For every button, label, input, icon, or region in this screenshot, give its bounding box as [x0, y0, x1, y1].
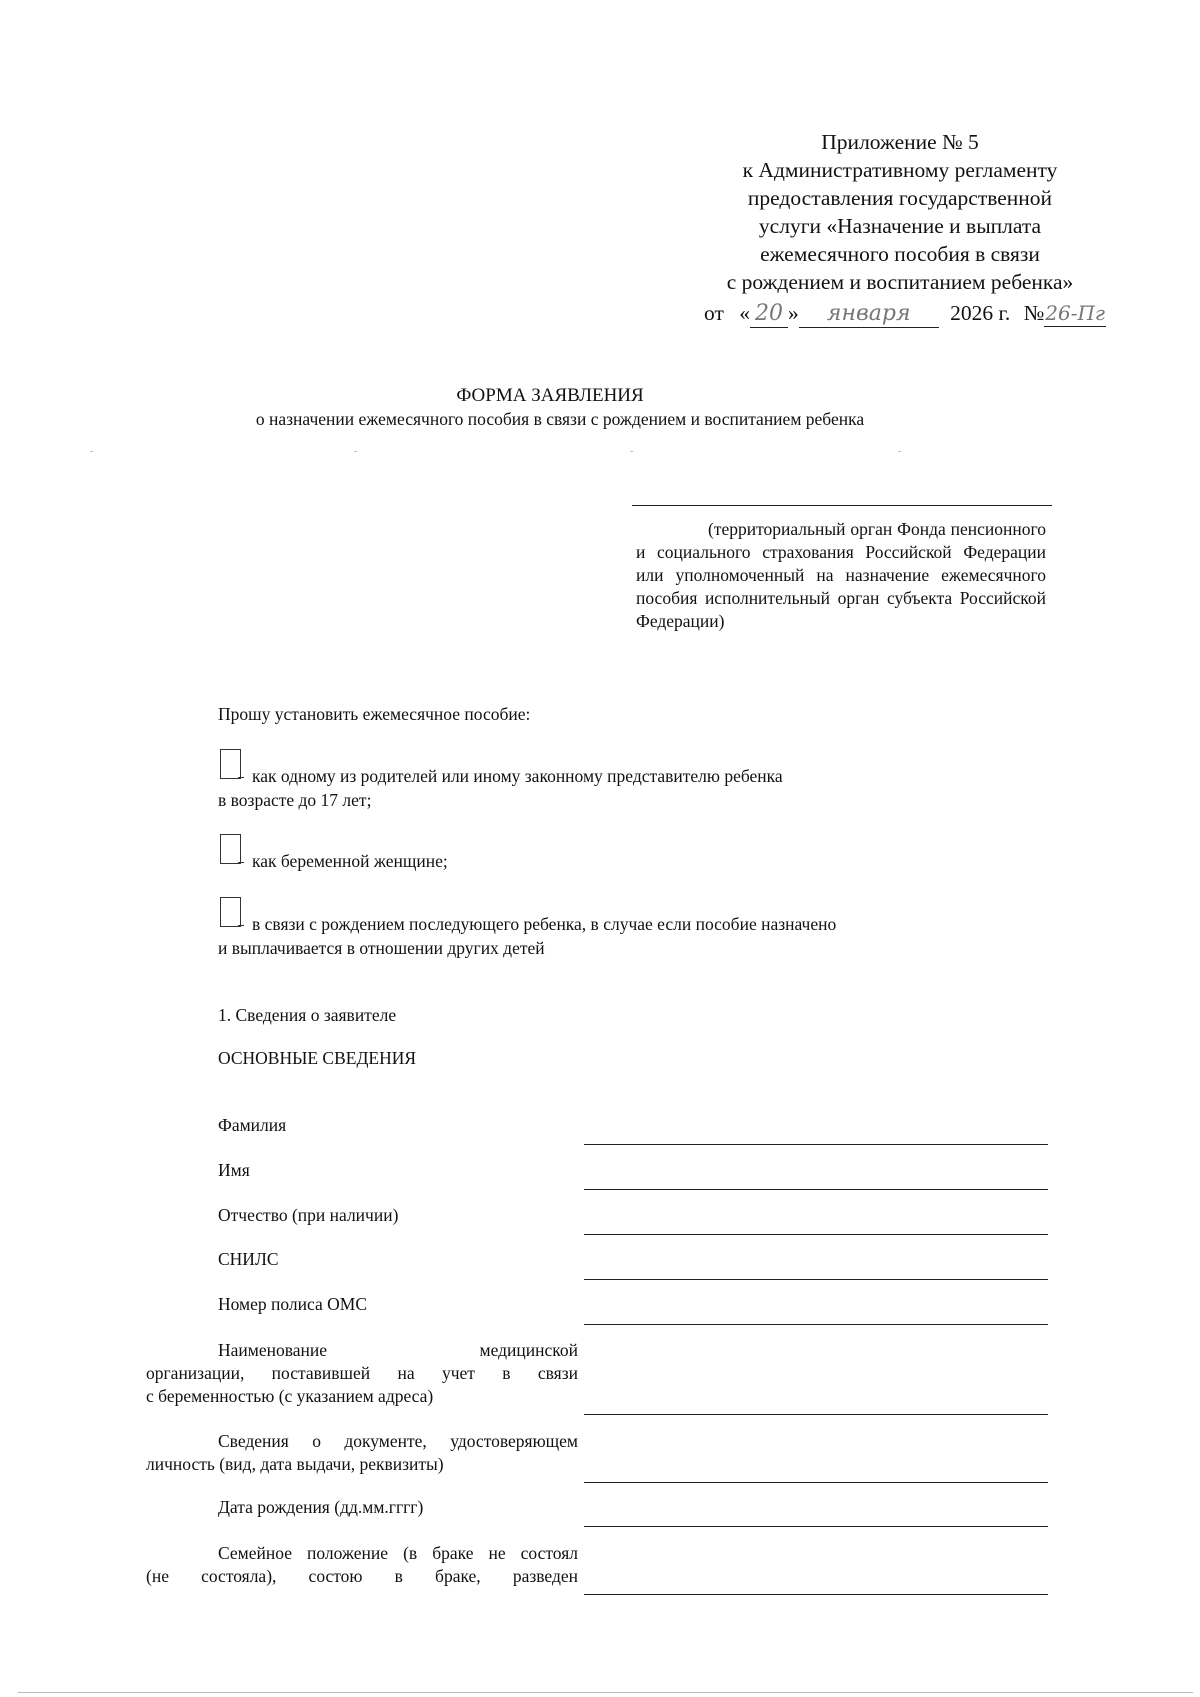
medorg-label-2: организации, поставившей на учет в связи [146, 1363, 578, 1383]
patronymic-label: Отчество (при наличии) [218, 1205, 399, 1225]
handwritten-day: 20 [750, 301, 788, 328]
appendix-line: с рождением и воспитанием ребенка» [726, 270, 1074, 294]
appendix-header [690, 128, 1110, 296]
organ-caption-text: (территориальный орган Фонда пенсионного и социального страхования Российской Федерации или уполномоченный на назначение ежемесячного пособия исполнительный орган субъекта Российской Федерации) [636, 519, 1046, 631]
scan-artifacts: - - - - [90, 446, 902, 457]
option-subsequent-text: в связи с рождением последующего ребенка, в случае если пособие назначено [252, 914, 837, 934]
patronymic-field[interactable] [584, 1234, 1048, 1235]
birthdate-label: Дата рождения (дд.мм.гггг) [218, 1497, 424, 1517]
option-parent-text-2: в возрасте до 17 лет; [218, 790, 372, 810]
surname-label: Фамилия [218, 1115, 287, 1135]
oms-label: Номер полиса ОМС [218, 1294, 367, 1314]
appendix-line: ежемесячного пособия в связи [760, 242, 1040, 266]
checkbox-parent[interactable] [220, 749, 241, 779]
medorg-label-1: Наименование медицинской [218, 1340, 578, 1360]
marital-label-1: Семейное положение (в браке не состоял [218, 1543, 578, 1563]
surname-field[interactable] [584, 1144, 1048, 1145]
snils-label: СНИЛС [218, 1249, 279, 1269]
checkbox-tail [238, 777, 244, 778]
appendix-line: услуги «Назначение и выплата [758, 214, 1042, 238]
organ-caption [636, 518, 1046, 633]
day-close-quote: » [788, 301, 799, 325]
number-sign: № [1023, 301, 1045, 325]
birthdate-field[interactable] [584, 1526, 1048, 1527]
checkbox-pregnant[interactable] [220, 834, 241, 864]
form-title: ФОРМА ЗАЯВЛЕНИЯ [456, 385, 644, 406]
checkbox-subsequent-child[interactable] [220, 897, 241, 927]
appendix-date-line [704, 300, 1106, 328]
request-intro: Прошу установить ежемесячное пособие: [218, 704, 531, 724]
section-subheading: ОСНОВНЫЕ СВЕДЕНИЯ [218, 1048, 417, 1068]
form-subtitle: о назначении ежемесячного пособия в связи с рождением и воспитанием ребенка [255, 409, 865, 429]
option-parent-text: как одному из родителей или иному законному представителю ребенка [252, 766, 783, 786]
page-bottom-edge [18, 1692, 1193, 1693]
checkbox-tail [238, 925, 244, 926]
iddoc-label-1: Сведения о документе, удостоверяющем [218, 1431, 578, 1451]
iddoc-field[interactable] [584, 1482, 1048, 1483]
name-label: Имя [218, 1160, 250, 1180]
oms-field[interactable] [584, 1324, 1048, 1325]
handwritten-number: 26-Пг [1045, 301, 1106, 325]
checkbox-tail [238, 862, 244, 863]
option-subsequent-text-2: и выплачивается в отношении других детей [218, 938, 545, 958]
date-year: 2026 г. [950, 301, 1011, 325]
date-prefix: от [704, 301, 724, 325]
appendix-line: Приложение № 5 [821, 130, 979, 154]
appendix-line: предоставления государственной [747, 186, 1053, 210]
handwritten-month: января [799, 301, 939, 328]
marital-field[interactable] [584, 1594, 1048, 1595]
option-pregnant-text: как беременной женщине; [252, 851, 448, 871]
medorg-field[interactable] [584, 1414, 1048, 1415]
marital-label-2: (не состояла), состою в браке, разведен [146, 1566, 578, 1586]
medorg-label-3: с беременностью (с указанием адреса) [146, 1386, 434, 1406]
day-open-quote: « [739, 301, 750, 325]
snils-field[interactable] [584, 1279, 1048, 1280]
iddoc-label-2: личность (вид, дата выдачи, реквизиты) [146, 1454, 444, 1474]
appendix-line: к Административному регламенту [742, 158, 1058, 182]
organ-blank-line[interactable] [632, 505, 1052, 506]
section-heading: 1. Сведения о заявителе [218, 1005, 397, 1025]
name-field[interactable] [584, 1189, 1048, 1190]
